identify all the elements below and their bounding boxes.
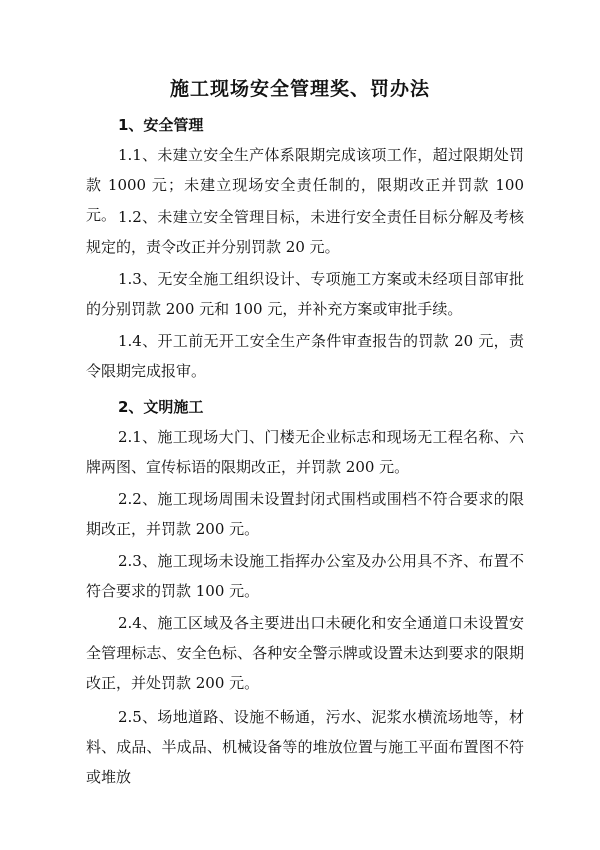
- paragraph-2-3: 2.3、施工现场未设施工指挥办公室及办公用具不齐、布置不符合要求的罚款 100 元。: [86, 552, 524, 600]
- paragraph-1-3: 1.3、无安全施工组织设计、专项施工方案或未经项目部审批的分别罚款 200 元和 100 元，并补充方案或审批手续。: [86, 270, 524, 318]
- paragraph-2-1: 2.1、施工现场大门、门楼无企业标志和现场无工程名称、六牌两图、宣传标语的限期改正，并罚款 200 元。: [86, 428, 524, 476]
- paragraph-1-1: 1.1、未建立安全生产体系限期完成该项工作，超过限期处罚款 1000 元；未建立现场安全责任制的，限期改正并罚款 100 元。: [86, 146, 524, 224]
- paragraph-2-2: 2.2、施工现场周围未设置封闭式围档或围档不符合要求的限期改正，并罚款 200 元。: [86, 490, 524, 538]
- paragraph-2-5: 2.5、场地道路、设施不畅通，污水、泥浆水横流场地等，材料、成品、半成品、机械设备等的堆放位置与施工平面布置图不符或堆放: [86, 708, 524, 786]
- paragraph-1-4: 1.4、开工前无开工安全生产条件审查报告的罚款 20 元，责令限期完成报审。: [86, 332, 524, 380]
- section-heading-safety-management: 1、安全管理: [118, 116, 204, 134]
- paragraph-1-2: 1.2、未建立安全管理目标，未进行安全责任目标分解及考核规定的，责令改正并分别罚款 20 元。: [86, 208, 524, 256]
- section-heading-civilized-construction: 2、文明施工: [118, 398, 204, 416]
- paragraph-2-4: 2.4、施工区域及各主要进出口未硬化和安全通道口未设置安全管理标志、安全色标、各种安全警示牌或设置未达到要求的限期改正，并处罚款 200 元。: [86, 614, 524, 692]
- document-title: 施工现场安全管理奖、罚办法: [169, 78, 430, 100]
